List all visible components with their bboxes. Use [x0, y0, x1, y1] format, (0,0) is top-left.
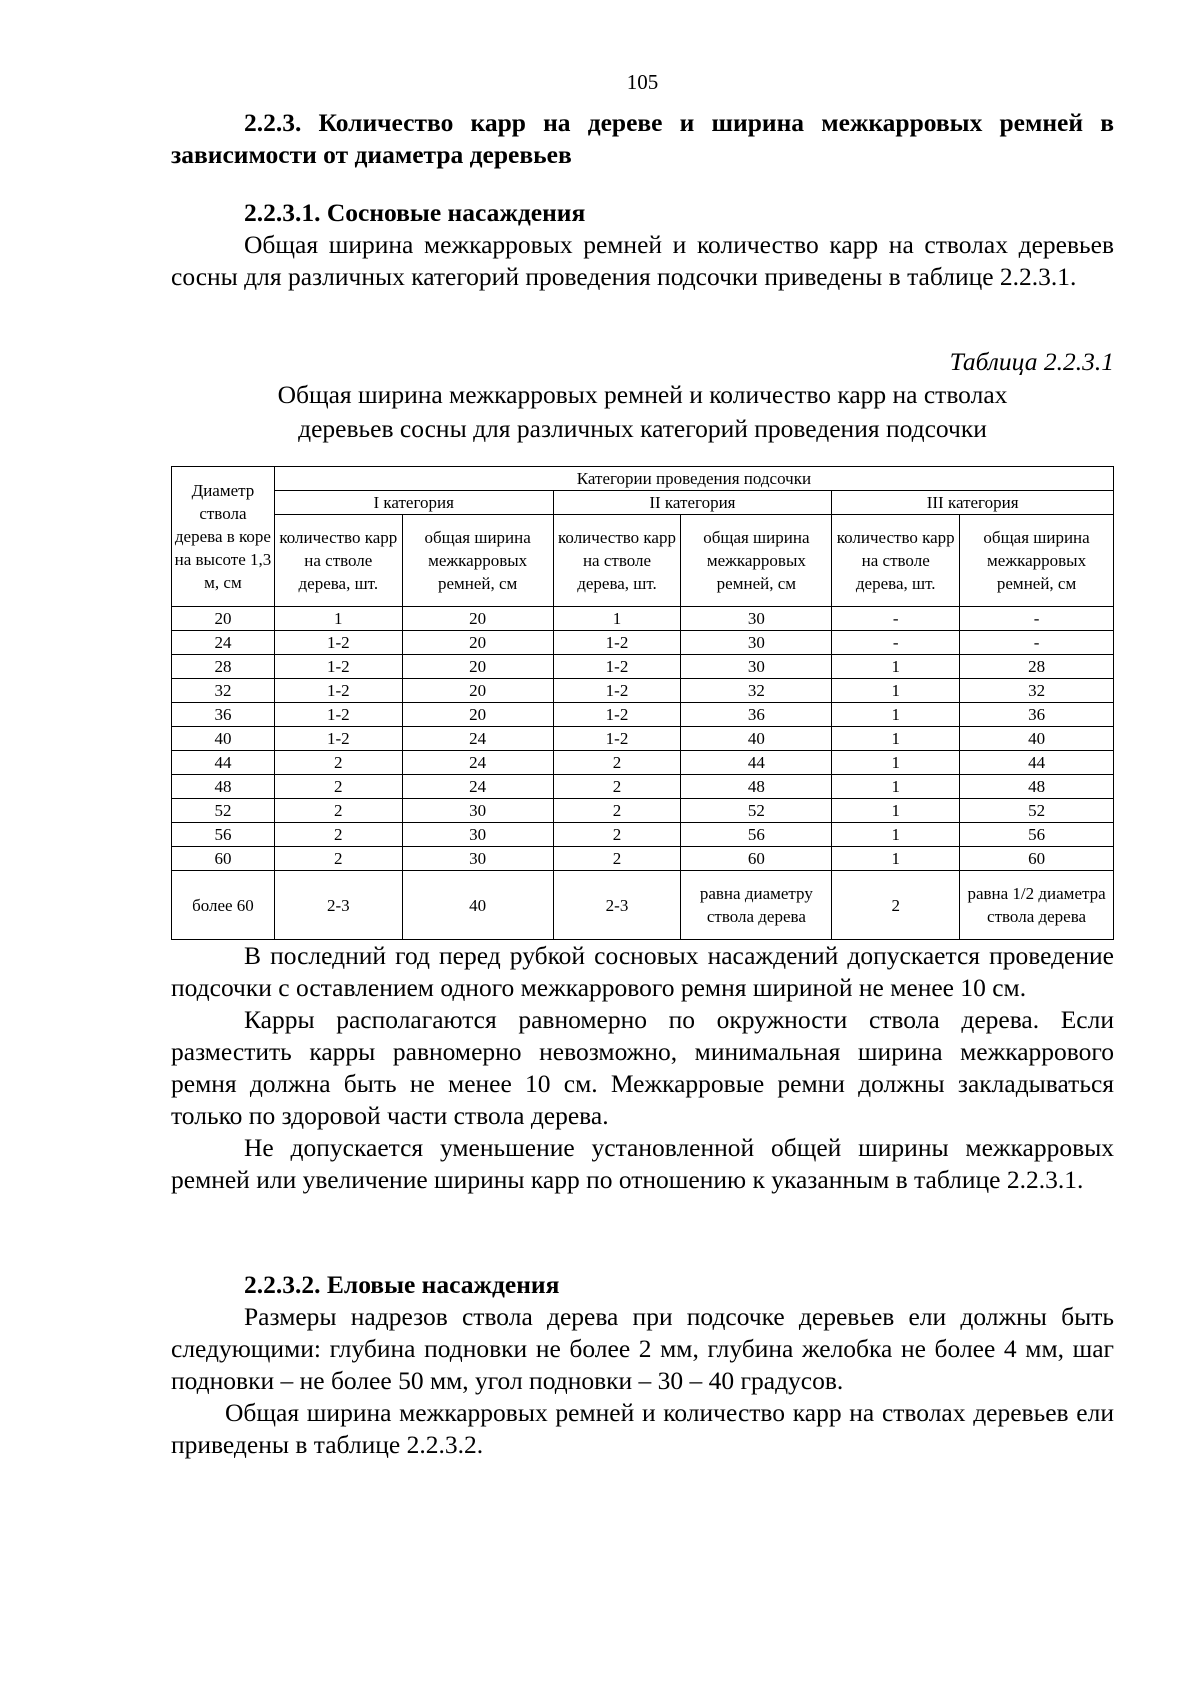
- table-row: [172, 751, 1114, 775]
- table-cell: 20: [402, 607, 553, 631]
- table-cell: 24: [402, 775, 553, 799]
- table-cell: 32: [681, 679, 832, 703]
- table-cell: 60: [172, 847, 275, 871]
- table-cell: 32: [960, 679, 1114, 703]
- table-cell: 52: [681, 799, 832, 823]
- table-cell: 1-2: [553, 727, 681, 751]
- header-width-3: общая ширина межкарровых ремней, см: [960, 515, 1114, 607]
- table-row: [172, 799, 1114, 823]
- table-cell: 36: [172, 703, 275, 727]
- table-cell: 52: [960, 799, 1114, 823]
- table-cell: 2-3: [553, 871, 681, 940]
- header-count-3: количество карр на стволе дерева, шт.: [832, 515, 960, 607]
- main-heading: 2.2.3. Количество карр на дереве и ширина межкарровых ремней в зависимости от диаметра деревьев: [171, 108, 1114, 169]
- table-cell: 2: [274, 847, 402, 871]
- table-cell: 1: [832, 703, 960, 727]
- table-cell: -: [960, 631, 1114, 655]
- table-row: [172, 871, 1114, 940]
- table-cell: 2: [553, 751, 681, 775]
- table-cell: 1: [832, 679, 960, 703]
- table-row: [172, 655, 1114, 679]
- table-cell: 1-2: [274, 703, 402, 727]
- table-cell: -: [832, 607, 960, 631]
- table-cell: 1-2: [553, 655, 681, 679]
- table-cell: 2-3: [274, 871, 402, 940]
- table-row: [172, 847, 1114, 871]
- table-cell: 20: [402, 631, 553, 655]
- intro-paragraph: Общая ширина межкарровых ремней и количество карр на стволах деревьев сосны для различных категорий проведения подсочки приведены в таблице 2.2.3.1.: [171, 230, 1114, 291]
- table-cell: 1-2: [274, 727, 402, 751]
- paragraph-placement: Карры располагаются равномерно по окружности ствола дерева. Если разместить карры равномерно невозможно, минимальная ширина межкаррового ремня должна быть не менее 10 см. Межкарровые ремни должны закладываться только по здоровой части ствола дерева.: [171, 1005, 1114, 1130]
- table-cell: 24: [402, 727, 553, 751]
- table-cell: 32: [172, 679, 275, 703]
- paragraph-restriction: Не допускается уменьшение установленной общей ширины межкарровых ремней или увеличение ширины карр по отношению к указанным в таблице 2.2.3.1.: [171, 1133, 1114, 1194]
- table-cell: 2: [274, 823, 402, 847]
- table-cell: 1: [274, 607, 402, 631]
- table-row: [172, 631, 1114, 655]
- table-cell: 40: [681, 727, 832, 751]
- table-cell: 40: [402, 871, 553, 940]
- table-cell: 48: [681, 775, 832, 799]
- table-cell: более 60: [172, 871, 275, 940]
- table-cell: 1: [832, 655, 960, 679]
- table-cell: 56: [681, 823, 832, 847]
- header-width-1: общая ширина межкарровых ремней, см: [402, 515, 553, 607]
- header-category-3: III категория: [832, 491, 1114, 515]
- table-title-line1: Общая ширина межкарровых ремней и количество карр на стволах: [277, 380, 1008, 409]
- header-category-2: II категория: [553, 491, 832, 515]
- table-cell: 1-2: [274, 655, 402, 679]
- table-cell: 24: [172, 631, 275, 655]
- table-row: [172, 703, 1114, 727]
- table-title-line2: деревьев сосны для различных категорий проведения подсочки: [298, 414, 987, 443]
- table-cell: 2: [553, 847, 681, 871]
- table-row: [172, 607, 1114, 631]
- table-cell: 44: [960, 751, 1114, 775]
- table-cell: 30: [402, 847, 553, 871]
- table-cell: 2: [553, 799, 681, 823]
- table-cell: 1: [832, 751, 960, 775]
- section-heading-spruce: 2.2.3.2. Еловые насаждения: [244, 1270, 560, 1299]
- table-cell: 24: [402, 751, 553, 775]
- table-cell: 2: [274, 799, 402, 823]
- table-cell: -: [960, 607, 1114, 631]
- spruce-paragraph-2: Общая ширина межкарровых ремней и количество карр на стволах деревьев ели приведены в таблице 2.2.3.2.: [171, 1398, 1114, 1459]
- header-width-2: общая ширина межкарровых ремней, см: [681, 515, 832, 607]
- table-cell: 1: [832, 775, 960, 799]
- table-cell: 1: [832, 799, 960, 823]
- table-cell: 1-2: [553, 679, 681, 703]
- table-cell: 36: [681, 703, 832, 727]
- table-cell: 40: [960, 727, 1114, 751]
- table-cell: 44: [681, 751, 832, 775]
- table-cell: 28: [960, 655, 1114, 679]
- table-cell: 2: [274, 751, 402, 775]
- header-count-2: количество карр на стволе дерева, шт.: [553, 515, 681, 607]
- table-row: [172, 775, 1114, 799]
- table-cell: 48: [172, 775, 275, 799]
- table-cell: 44: [172, 751, 275, 775]
- table-cell: 40: [172, 727, 275, 751]
- table-cell: 2: [553, 775, 681, 799]
- table-cell: 2: [553, 823, 681, 847]
- table-cell: 30: [681, 631, 832, 655]
- table-cell: 30: [402, 823, 553, 847]
- table-cell: 56: [960, 823, 1114, 847]
- table-cell: 30: [681, 607, 832, 631]
- table-cell: равна диаметру ствола дерева: [681, 871, 832, 940]
- header-category-1: I категория: [274, 491, 553, 515]
- table-cell: 1: [832, 823, 960, 847]
- table-cell: 2: [274, 775, 402, 799]
- table-cell: 48: [960, 775, 1114, 799]
- spruce-paragraph-1: Размеры надрезов ствола дерева при подсочке деревьев ели должны быть следующими: глубина подновки не более 2 мм, глубина желобка не более 4 мм, шаг подновки – не более 50 мм, угол подновки – 30 – 40 градусов.: [171, 1302, 1114, 1395]
- table-row: [172, 727, 1114, 751]
- header-count-1: количество карр на стволе дерева, шт.: [274, 515, 402, 607]
- table-cell: 2: [832, 871, 960, 940]
- page-number: 105: [626, 70, 659, 94]
- table-cell: 20: [172, 607, 275, 631]
- table-cell: 60: [681, 847, 832, 871]
- table-cell: 1: [553, 607, 681, 631]
- table-cell: равна 1/2 диаметра ствола дерева: [960, 871, 1114, 940]
- table-cell: 1: [832, 847, 960, 871]
- table-cell: 1-2: [553, 703, 681, 727]
- table-cell: -: [832, 631, 960, 655]
- table-cell: 52: [172, 799, 275, 823]
- table-cell: 1-2: [274, 631, 402, 655]
- header-diameter: Диаметр ствола дерева в коре на высоте 1,3 м, см: [172, 467, 275, 607]
- table-cell: 1-2: [274, 679, 402, 703]
- pine-tapping-table: [171, 466, 1114, 940]
- paragraph-last-year: В последний год перед рубкой сосновых насаждений допускается проведение подсочки с оставлением одного межкаррового ремня шириной не менее 10 см.: [171, 941, 1114, 1002]
- table-cell: 28: [172, 655, 275, 679]
- table-cell: 36: [960, 703, 1114, 727]
- table-cell: 30: [681, 655, 832, 679]
- table-cell: 1: [832, 727, 960, 751]
- table-cell: 20: [402, 655, 553, 679]
- table-cell: 20: [402, 703, 553, 727]
- table-cell: 20: [402, 679, 553, 703]
- table-row: [172, 679, 1114, 703]
- table-row: [172, 823, 1114, 847]
- table-cell: 30: [402, 799, 553, 823]
- header-categories: Категории проведения подсочки: [274, 467, 1113, 491]
- section-heading-pine: 2.2.3.1. Сосновые насаждения: [244, 198, 586, 227]
- table-cell: 60: [960, 847, 1114, 871]
- table-cell: 1-2: [553, 631, 681, 655]
- table-cell: 56: [172, 823, 275, 847]
- table-label: Таблица 2.2.3.1: [949, 347, 1114, 376]
